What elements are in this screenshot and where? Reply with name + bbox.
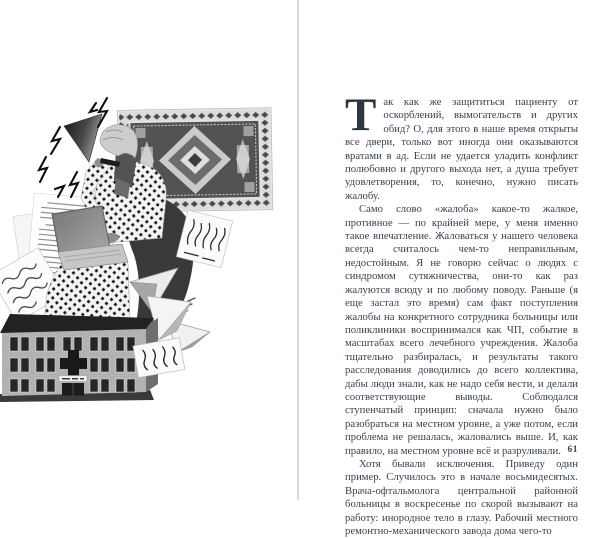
- paragraph-text: ак как же защититься пациенту от оскорблений, вымогательств и других обид? О, для этого в наше время открыты все двери, только вот иногда они оказываются вратами в ад. Если не удается уладить конфликт полюбовно и другого выхода нет, а душа требует удовлетворения, то, конечно, нужно писать жалобу.: [345, 96, 578, 202]
- page-number: 61: [567, 445, 578, 455]
- building-door: [62, 383, 84, 396]
- drop-cap: Т: [345, 89, 377, 141]
- paper-cone: [64, 114, 102, 162]
- paragraph-with-dropcap: [345, 89, 578, 203]
- woman-hair: [100, 125, 138, 158]
- hospital-building: [0, 314, 158, 402]
- collage-illustration: [0, 0, 300, 500]
- page-gutter-line: [297, 0, 299, 500]
- body-text: [345, 89, 578, 538]
- paragraph-text: Хотя бывали исключения. Приведу один пример. Случилось это в начале восьмидесятых. Врача-офтальмолога центральной районной больницы в воскресенье по скорой вызывают на работу: инородное тело в глазу. Рабочий местного ремонтно-механического завода дома чего-то: [345, 457, 578, 537]
- building-sign: [59, 376, 87, 382]
- paragraph-text: Само слово «жалоба» какое-то жалкое, противное — по крайней мере, у меня именно такое впечатление. Жаловаться у нашего человека всегда считалось чем-то неправильным, недостойным. Я не говорю сейчас о людях с синдромом сутяжничества, они-то как раз жалуются всюду и по любому поводу. Раньше (я еще застал это время) сам факт поступления жалобы на конкретного сотрудника больницы или поликлиники воспринимался как ЧП, событие в масштабах всего лечебного учреждения. Жалоба тщательно разбиралась, и результаты такого расследования доводились до всего коллектива, дабы люди знали, как не надо себя вести, и делали соответствующие выводы. Соблюдался ступенчатый принцип: сначала нужно было разобраться на местном уровне, а уже потом, если проблема не решалась, жаловались выше. И, как правило, на местном уровне всё и разруливали.: [345, 203, 578, 457]
